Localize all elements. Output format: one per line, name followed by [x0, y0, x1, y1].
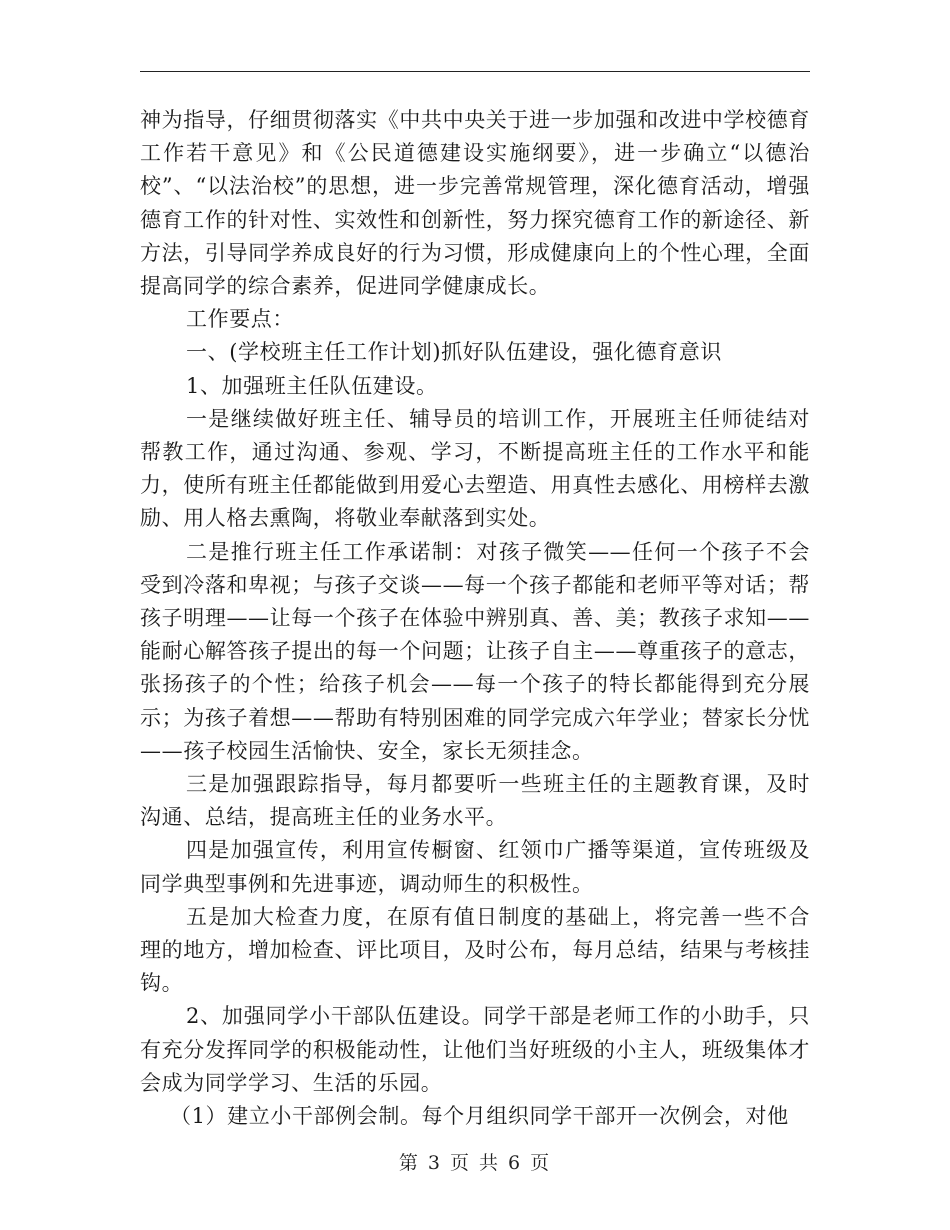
paragraph-item-3: 三是加强跟踪指导，每月都要听一些班主任的主题教育课，及时沟通、总结，提高班主任的业务水平。 [140, 772, 810, 830]
paragraph-work-points-heading: 工作要点： [186, 307, 294, 332]
paragraph-subitem-1: （1）建立小干部例会制。每个月组织同学干部开一次例会，对他 [170, 1104, 789, 1129]
header-rule [140, 71, 810, 72]
paragraph-subsection-2: 2、加强同学小干部队伍建设。同学干部是老师工作的小助手，只有充分发挥同学的积极能动性，让他们当好班级的小主人，班级集体才会成为同学学习、生活的乐园。 [140, 1004, 810, 1095]
paragraph-item-1: 一是继续做好班主任、辅导员的培训工作，开展班主任师徒结对帮教工作，通过沟通、参观、学习，不断提高班主任的工作水平和能力，使所有班主任都能做到用爱心去塑造、用真性去感化、用榜样去激励、用人格去熏陶，将敬业奉献落到实处。 [140, 406, 810, 531]
paragraph-intro-continued: 神为指导，仔细贯彻落实《中共中央关于进一步加强和改进中学校德育工作若干意见》和《公民道德建设实施纲要》，进一步确立“以德治校”、“以法治校”的思想，进一步完善常规管理，深化德育活动，增强德育工作的针对性、实效性和创新性，努力探究德育工作的新途径、新方法，引导同学养成良好的行为习惯，形成健康向上的个性心理，全面提高同学的综合素养，促进同学健康成长。 [140, 108, 810, 299]
document-body [140, 104, 810, 1133]
paragraph-item-2: 二是推行班主任工作承诺制：对孩子微笑——任何一个孩子不会受到冷落和卑视；与孩子交谈——每一个孩子都能和老师平等对话；帮孩子明理——让每一个孩子在体验中辨别真、善、美；教孩子求知——能耐心解答孩子提出的每一个问题；让孩子自主——尊重孩子的意志，张扬孩子的个性；给孩子机会——每一个孩子的特长都能得到充分展示；为孩子着想——帮助有特别困难的同学完成六年学业；替家长分忧——孩子校园生活愉快、安全，家长无须挂念。 [140, 539, 810, 763]
paragraph-item-4: 四是加强宣传，利用宣传橱窗、红领巾广播等渠道，宣传班级及同学典型事例和先进事迹，调动师生的积极性。 [140, 838, 810, 896]
paragraph-item-5: 五是加大检查力度，在原有值日制度的基础上，将完善一些不合理的地方，增加检查、评比项目，及时公布，每月总结，结果与考核挂钩。 [140, 904, 810, 996]
page-number-footer: 第 3 页 共 6 页 [398, 1152, 552, 1174]
paragraph-subsection-1: 1、加强班主任队伍建设。 [186, 373, 438, 398]
paragraph-section-1-heading: 一、(学校班主任工作计划)抓好队伍建设，强化德育意识 [186, 340, 722, 365]
